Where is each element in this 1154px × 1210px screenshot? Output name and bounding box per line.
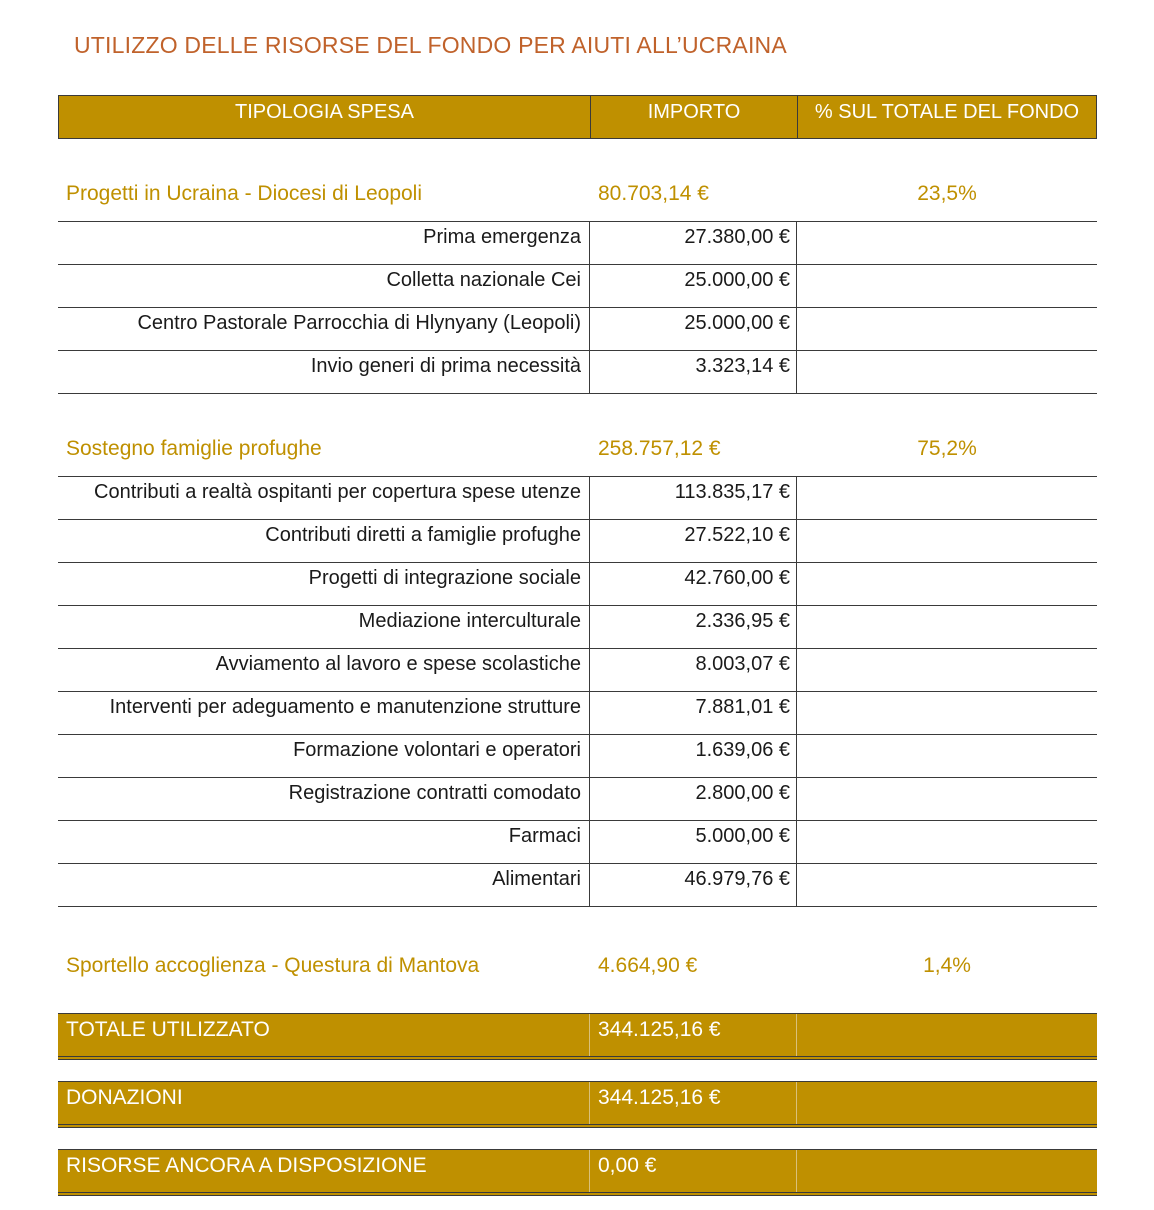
item-label: Progetti di integrazione sociale <box>58 563 590 605</box>
total-amount: 344.125,16 € <box>590 1014 797 1056</box>
item-label: Avviamento al lavoro e spese scolastiche <box>58 649 590 691</box>
table-row <box>58 563 1097 606</box>
item-amount: 5.000,00 € <box>590 821 797 863</box>
table-row <box>58 308 1097 351</box>
header-importo: IMPORTO <box>591 96 798 138</box>
table-row <box>58 477 1097 520</box>
table-row <box>58 351 1097 394</box>
total-label: DONAZIONI <box>58 1082 590 1124</box>
item-amount: 8.003,07 € <box>590 649 797 691</box>
group-items-ucraina <box>58 221 1097 394</box>
group-label: Sportello accoglienza - Questura di Mantova <box>66 954 480 977</box>
item-amount: 3.323,14 € <box>590 351 797 393</box>
item-amount: 46.979,76 € <box>590 864 797 906</box>
item-label: Invio generi di prima necessità <box>58 351 590 393</box>
group-percent: 75,2% <box>917 437 977 460</box>
item-label: Registrazione contratti comodato <box>58 778 590 820</box>
group-row-sportello <box>58 954 1097 994</box>
group-percent: 1,4% <box>923 954 971 977</box>
item-amount: 27.380,00 € <box>590 222 797 264</box>
total-amount: 0,00 € <box>590 1150 797 1192</box>
group-amount: 80.703,14 € <box>598 182 709 205</box>
item-amount: 2.336,95 € <box>590 606 797 648</box>
table-row <box>58 821 1097 864</box>
item-label: Contributi a realtà ospitanti per copertura spese utenze <box>58 477 590 519</box>
item-amount: 2.800,00 € <box>590 778 797 820</box>
item-amount: 42.760,00 € <box>590 563 797 605</box>
group-label: Sostegno famiglie profughe <box>66 437 322 460</box>
item-label: Colletta nazionale Cei <box>58 265 590 307</box>
table-row <box>58 265 1097 308</box>
group-amount: 258.757,12 € <box>598 437 721 460</box>
item-label: Interventi per adeguamento e manutenzione strutture <box>58 692 590 734</box>
item-amount: 1.639,06 € <box>590 735 797 777</box>
total-label: RISORSE ANCORA A DISPOSIZIONE <box>58 1150 590 1192</box>
item-amount: 7.881,01 € <box>590 692 797 734</box>
item-amount: 25.000,00 € <box>590 308 797 350</box>
item-label: Farmaci <box>58 821 590 863</box>
total-amount: 344.125,16 € <box>590 1082 797 1124</box>
item-label: Mediazione interculturale <box>58 606 590 648</box>
table-row <box>58 735 1097 778</box>
table-row <box>58 520 1097 563</box>
total-used-row <box>58 1013 1097 1060</box>
item-amount: 27.522,10 € <box>590 520 797 562</box>
item-label: Alimentari <box>58 864 590 906</box>
group-label: Progetti in Ucraina - Diocesi di Leopoli <box>66 182 423 205</box>
table-row <box>58 864 1097 907</box>
remaining-resources-row <box>58 1149 1097 1196</box>
item-amount: 113.835,17 € <box>590 477 797 519</box>
total-label: TOTALE UTILIZZATO <box>58 1014 590 1056</box>
item-amount: 25.000,00 € <box>590 265 797 307</box>
item-label: Centro Pastorale Parrocchia di Hlynyany (Leopoli) <box>58 308 590 350</box>
group-percent: 23,5% <box>917 182 977 205</box>
item-label: Contributi diretti a famiglie profughe <box>58 520 590 562</box>
table-row <box>58 222 1097 265</box>
group-row-ucraina <box>58 182 1097 222</box>
table-header <box>58 95 1097 139</box>
donations-row <box>58 1081 1097 1128</box>
item-label: Formazione volontari e operatori <box>58 735 590 777</box>
header-tipologia: TIPOLOGIA SPESA <box>59 96 591 138</box>
page-title: UTILIZZO DELLE RISORSE DEL FONDO PER AIUTI ALL’UCRAINA <box>74 32 787 58</box>
item-label: Prima emergenza <box>58 222 590 264</box>
table-row <box>58 606 1097 649</box>
table-row <box>58 692 1097 735</box>
table-row <box>58 778 1097 821</box>
group-row-famiglie <box>58 437 1097 477</box>
table-row <box>58 649 1097 692</box>
header-percentuale: % SUL TOTALE DEL FONDO <box>814 100 1080 123</box>
group-items-famiglie <box>58 476 1097 907</box>
group-amount: 4.664,90 € <box>598 954 698 977</box>
